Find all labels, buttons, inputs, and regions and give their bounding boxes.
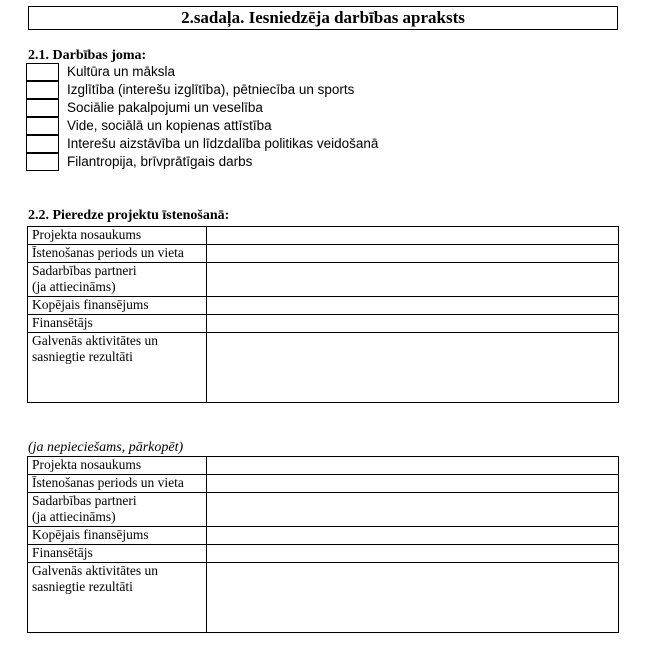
label-activities-results [28, 333, 207, 403]
table-row [28, 475, 619, 493]
activity-option-label: Sociālie pakalpojumi un veselība [67, 100, 263, 115]
label-period-place: Īstenošanas periods un vieta [28, 245, 207, 263]
input-activities-results[interactable] [207, 333, 619, 403]
activity-option [26, 153, 378, 171]
table-row [28, 457, 619, 475]
experience-table-2 [27, 456, 619, 633]
activity-option-label: Filantropija, brīvprātīgais darbs [67, 154, 253, 169]
label-activities-line1: Galvenās aktivitātes un [32, 333, 158, 348]
label-partners-line1: Sadarbības partneri [32, 493, 137, 508]
section-title [28, 6, 618, 30]
activity-option-label: Izglītība (interešu izglītība), pētniecība un sports [67, 82, 355, 97]
input-total-funding[interactable] [207, 297, 619, 315]
label-activities-results [28, 563, 207, 633]
label-project-name: Projekta nosaukums [28, 227, 207, 245]
label-total-funding: Kopējais finansējums [28, 297, 207, 315]
input-funder[interactable] [207, 545, 619, 563]
activity-option [26, 63, 378, 81]
activity-option-label: Kultūra un māksla [67, 64, 176, 79]
label-partners-line1: Sadarbības partneri [32, 263, 137, 278]
activity-checkbox-culture[interactable] [26, 63, 59, 81]
label-funder: Finansētājs [28, 545, 207, 563]
activity-checkbox-environment[interactable] [26, 117, 59, 135]
label-project-name: Projekta nosaukums [28, 457, 207, 475]
table-row [28, 563, 619, 633]
table-row [28, 245, 619, 263]
table-row [28, 493, 619, 527]
label-activities-line2: sasniegtie rezultāti [32, 349, 133, 364]
activity-checkbox-philanthropy[interactable] [26, 153, 59, 171]
activity-checkbox-education[interactable] [26, 81, 59, 99]
input-period-place[interactable] [207, 475, 619, 493]
input-activities-results[interactable] [207, 563, 619, 633]
table-row [28, 297, 619, 315]
label-partners-line2: (ja attiecināms) [32, 279, 116, 294]
activity-checkbox-advocacy[interactable] [26, 135, 59, 153]
label-partners [28, 263, 207, 297]
activity-option [26, 99, 378, 117]
activity-option-label: Vide, sociālā un kopienas attīstība [67, 118, 272, 133]
input-partners[interactable] [207, 263, 619, 297]
section-title-text: 2.sadaļa. Iesniedzēja darbības apraksts [181, 8, 465, 27]
label-period-place: Īstenošanas periods un vieta [28, 475, 207, 493]
input-period-place[interactable] [207, 245, 619, 263]
input-project-name[interactable] [207, 227, 619, 245]
activity-option-label: Interešu aizstāvība un līdzdalība politikas veidošanā [67, 136, 379, 151]
label-funder: Finansētājs [28, 315, 207, 333]
activity-option [26, 81, 378, 99]
activity-checkbox-social[interactable] [26, 99, 59, 117]
label-partners [28, 493, 207, 527]
activity-field-title: 2.1. Darbības joma: [28, 48, 147, 63]
table-row [28, 315, 619, 333]
table-row [28, 527, 619, 545]
activity-field-checklist [26, 63, 378, 171]
activity-option [26, 117, 378, 135]
copy-note: (ja nepieciešams, pārkopēt) [28, 440, 184, 455]
input-partners[interactable] [207, 493, 619, 527]
label-partners-line2: (ja attiecināms) [32, 509, 116, 524]
label-activities-line2: sasniegtie rezultāti [32, 579, 133, 594]
experience-title: 2.2. Pieredze projektu īstenošanā: [28, 208, 230, 223]
table-row [28, 333, 619, 403]
input-project-name[interactable] [207, 457, 619, 475]
input-total-funding[interactable] [207, 527, 619, 545]
table-row [28, 545, 619, 563]
label-total-funding: Kopējais finansējums [28, 527, 207, 545]
table-row [28, 263, 619, 297]
table-row [28, 227, 619, 245]
input-funder[interactable] [207, 315, 619, 333]
experience-table-1 [27, 226, 619, 403]
label-activities-line1: Galvenās aktivitātes un [32, 563, 158, 578]
activity-option [26, 135, 378, 153]
